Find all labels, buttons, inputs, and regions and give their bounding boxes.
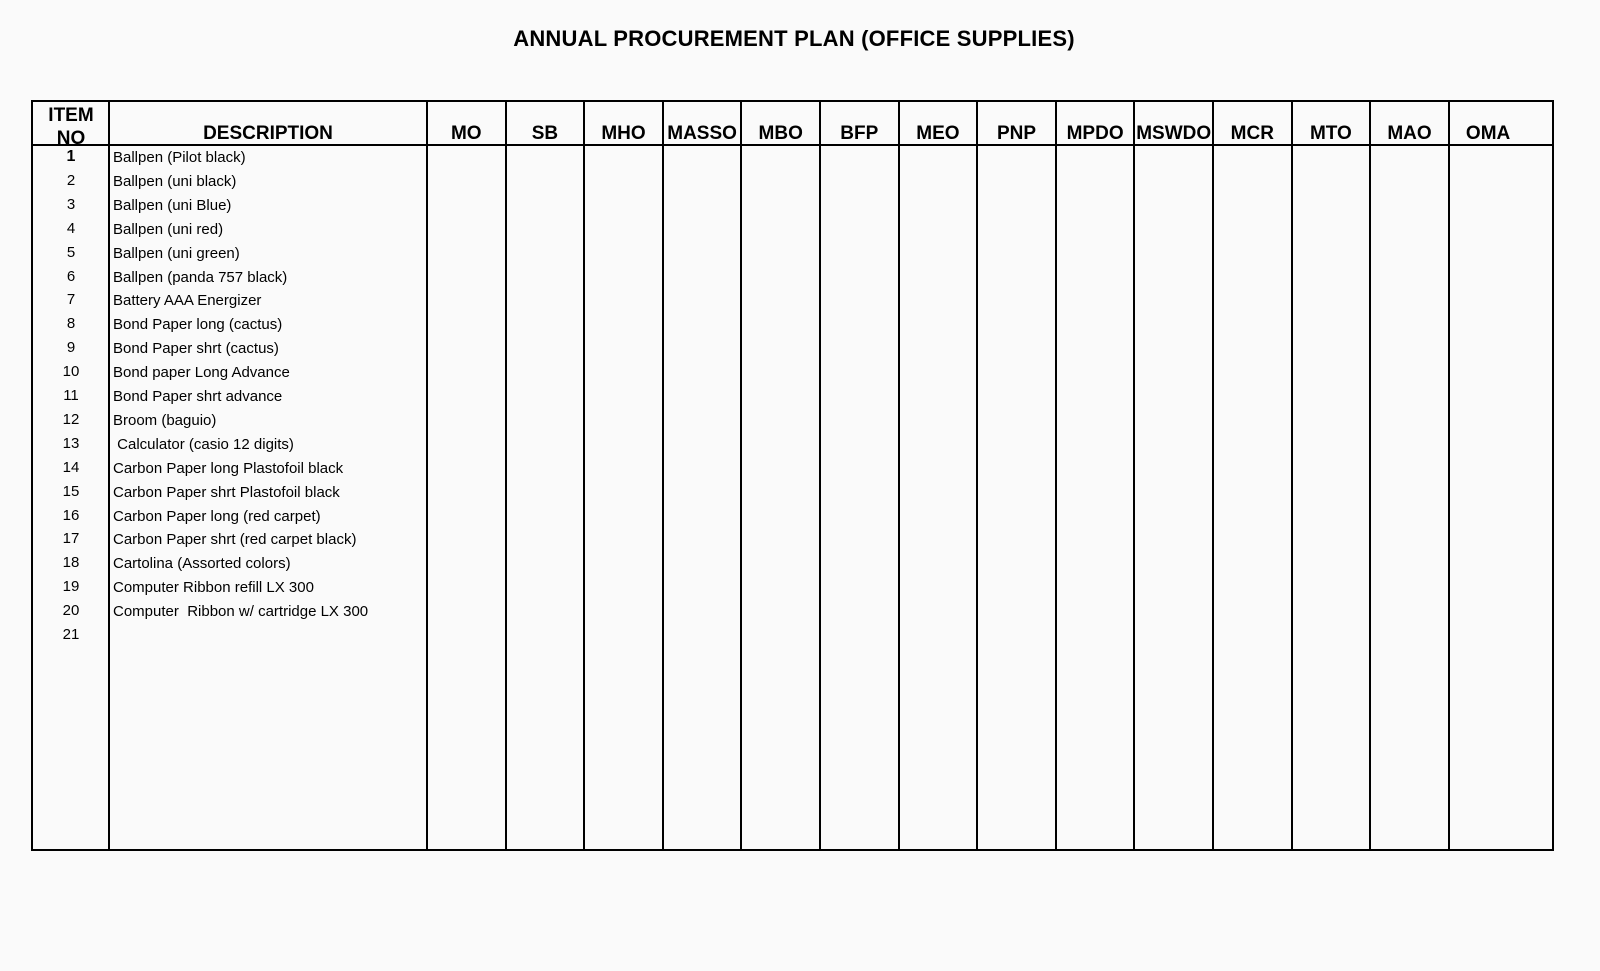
column-divider-mcr xyxy=(1212,102,1214,849)
header-dept-mto: MTO xyxy=(1309,123,1352,144)
column-divider-mao xyxy=(1369,102,1371,849)
header-dept-sb: SB xyxy=(531,123,559,144)
item-description: Cartolina (Assorted colors) xyxy=(113,555,291,573)
item-number: 8 xyxy=(66,315,76,333)
item-number: 18 xyxy=(62,554,80,572)
item-description: Battery AAA Energizer xyxy=(113,292,262,310)
item-description: Carbon Paper long Plastofoil black xyxy=(113,459,344,477)
header-dept-mpdo: MPDO xyxy=(1066,123,1124,144)
item-number: 14 xyxy=(62,458,80,476)
item-description: Ballpen (panda 757 black) xyxy=(113,268,288,286)
column-divider-mbo xyxy=(740,102,742,849)
header-divider xyxy=(33,144,1552,146)
column-divider-bfp xyxy=(819,102,821,849)
item-description: Bond Paper long (cactus) xyxy=(113,316,283,334)
item-description: Bond Paper shrt (cactus) xyxy=(113,340,279,358)
header-dept-mao: MAO xyxy=(1387,123,1432,144)
item-number: 2 xyxy=(66,171,76,189)
header-item-no xyxy=(33,104,109,150)
column-divider-mho xyxy=(583,102,585,849)
item-number: 4 xyxy=(66,219,76,237)
item-number: 21 xyxy=(62,626,80,643)
item-number: 11 xyxy=(63,387,79,404)
item-description: Ballpen (uni Blue) xyxy=(113,196,232,214)
item-description: Ballpen (uni green) xyxy=(113,244,240,262)
item-description: Ballpen (uni black) xyxy=(113,172,237,190)
item-number: 15 xyxy=(62,482,80,500)
column-divider-sb xyxy=(505,102,507,849)
header-description: DESCRIPTION xyxy=(203,123,333,144)
column-divider-oma xyxy=(1448,102,1450,849)
header-dept-oma: OMA xyxy=(1465,123,1511,144)
column-divider-pnp xyxy=(976,102,978,849)
item-number: 12 xyxy=(62,410,80,428)
item-number: 3 xyxy=(66,195,76,213)
item-description: Carbon Paper shrt (red carpet black) xyxy=(113,531,357,549)
item-description: Bond Paper shrt advance xyxy=(113,388,283,405)
column-divider-meo xyxy=(898,102,900,849)
procurement-table xyxy=(31,100,1554,851)
column-divider-mpdo xyxy=(1055,102,1057,849)
item-number: 20 xyxy=(62,602,80,620)
item-number: 1 xyxy=(66,148,76,165)
item-description: Computer Ribbon refill LX 300 xyxy=(113,579,314,597)
item-description: Ballpen (uni red) xyxy=(113,220,224,238)
item-number: 13 xyxy=(62,434,80,452)
item-number: 5 xyxy=(66,243,76,261)
item-description: Broom (baguio) xyxy=(113,411,217,429)
item-number: 10 xyxy=(62,363,80,381)
header-dept-mho: MHO xyxy=(601,123,646,144)
item-description: Ballpen (Pilot black) xyxy=(113,149,246,166)
column-divider-mto xyxy=(1291,102,1293,849)
header-item-no-line2: NO xyxy=(56,128,86,149)
item-description: Carbon Paper long (red carpet) xyxy=(113,507,321,525)
item-number: 7 xyxy=(66,291,76,309)
header-dept-mswdo: MSWDO xyxy=(1136,123,1212,144)
item-number: 17 xyxy=(62,530,80,548)
item-description: Calculator (casio 12 digits) xyxy=(113,435,294,453)
item-description: Carbon Paper shrt Plastofoil black xyxy=(113,483,340,501)
item-number: 6 xyxy=(66,267,76,285)
header-item-no-line1: ITEM xyxy=(48,105,94,126)
header-dept-mbo: MBO xyxy=(758,123,803,144)
column-divider-mswdo xyxy=(1133,102,1135,849)
item-description: Bond paper Long Advance xyxy=(113,364,290,382)
header-dept-pnp: PNP xyxy=(996,123,1037,144)
column-divider-masso xyxy=(662,102,664,849)
page-title: ANNUAL PROCUREMENT PLAN (OFFICE SUPPLIES) xyxy=(513,26,1075,51)
item-number: 19 xyxy=(62,578,80,596)
header-dept-bfp: BFP xyxy=(840,123,879,144)
item-description: Computer Ribbon w/ cartridge LX 300 xyxy=(113,603,369,621)
item-number: 16 xyxy=(62,506,80,524)
header-dept-mo: MO xyxy=(450,123,482,144)
header-dept-masso: MASSO xyxy=(667,123,737,144)
item-number: 9 xyxy=(66,339,76,357)
header-dept-mcr: MCR xyxy=(1230,123,1274,144)
header-dept-meo: MEO xyxy=(916,123,960,144)
column-divider-description xyxy=(426,102,428,849)
